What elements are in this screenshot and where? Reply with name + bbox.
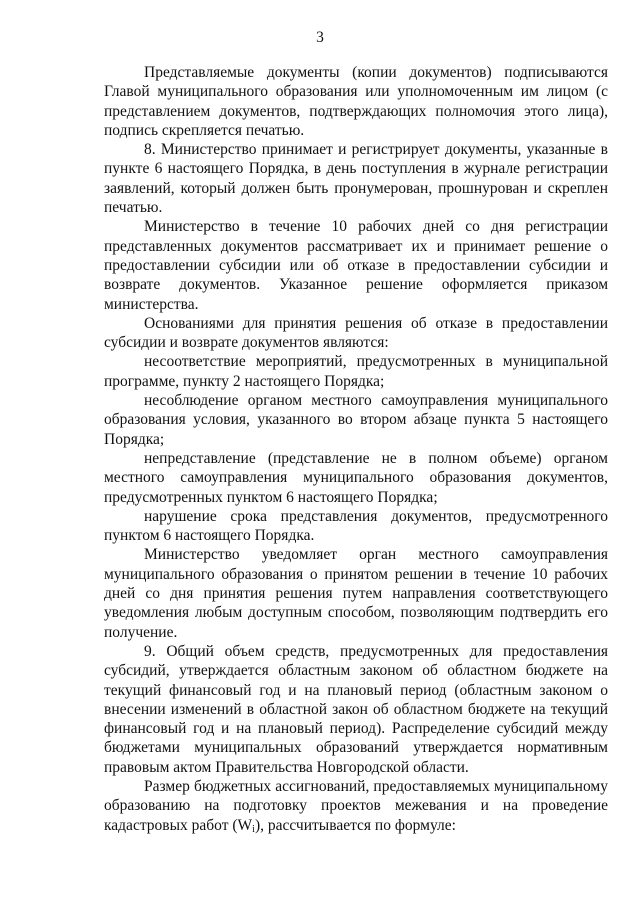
formula-intro-tail: ), рассчитывается по формуле:	[254, 816, 456, 834]
paragraph: Министерство в течение 10 рабочих дней со дня регистрации представленных документов рассматривает их и принимает решение о предоставлении субсидии или об отказе в предоставлении субсидии и возврате документов. Указанное решение оформляется приказом министерства.	[104, 218, 608, 313]
paragraph: несоответствие мероприятий, предусмотренных в муниципальной программе, пункту 2 настоящего Порядка;	[104, 353, 608, 390]
subscript-i: i	[252, 823, 255, 835]
paragraph: 9. Общий объем средств, предусмотренных для предоставления субсидий, утверждается областным законом об областном бюджете на текущий финансовый год и на плановый период (областным законом о внесении изменений в областной закон об областном бюджете на текущий финансовый год и на плановый период). Распределение субсидий между бюджетами муниципальных образований утверждается нормативным правовым актом Правительства Новгородской области.	[104, 642, 608, 776]
document-body	[104, 63, 608, 839]
paragraph: Представляемые документы (копии документов) подписываются Главой муниципального образования или уполномоченным им лицом (с представлением документов, подтверждающих полномочия этого лица), подпись скрепляется печатью.	[104, 64, 608, 139]
paragraph-formula-intro	[104, 777, 608, 839]
formula-intro-text: Размер бюджетных ассигнований, предоставляемых муниципальному образованию на подготовку проектов межевания и на проведение кадастровых работ (W	[104, 777, 608, 834]
paragraph: Основаниями для принятия решения об отказе в предоставлении субсидии и возврате документов являются:	[104, 314, 608, 352]
page-number: 3	[316, 29, 324, 46]
paragraph: Министерство уведомляет орган местного самоуправления муниципального образования о принятом решении в течение 10 рабочих дней со дня принятия решения путем направления соответствующего уведомления любым доступным способом, позволяющим подтвердить его получение.	[104, 546, 608, 641]
paragraph: 8. Министерство принимает и регистрирует документы, указанные в пункте 6 настоящего Порядка, в день поступления в журнале регистрации заявлений, который должен быть пронумерован, прошнурован и скреплен печатью.	[104, 141, 608, 217]
paragraph: нарушение срока представления документов, предусмотренного пунктом 6 настоящего Порядка.	[104, 507, 608, 545]
paragraph: непредставление (представление не в полном объеме) органом местного самоуправления муниципального образования документов, предусмотренных пунктом 6 настоящего Порядка;	[104, 449, 608, 506]
paragraph: несоблюдение органом местного самоуправления муниципального образования условия, указанного во втором абзаце пункта 5 настоящего Порядка;	[104, 392, 608, 448]
